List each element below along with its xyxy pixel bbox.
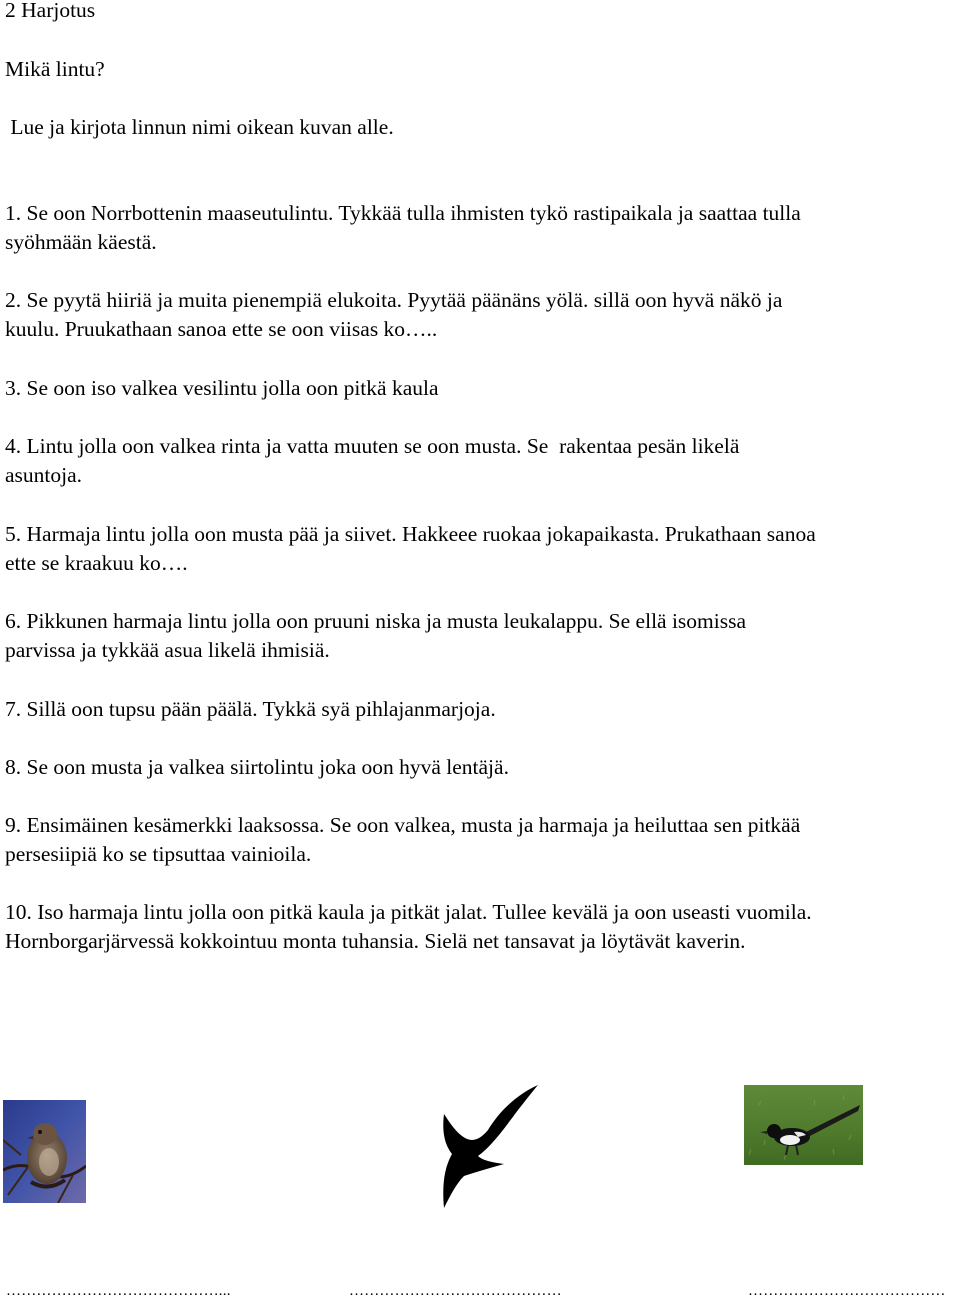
item-10-line-1: 10. Iso harmaja lintu jolla oon pitkä kaula ja pitkät jalat. Tullee kevälä ja oon useasti vuomila. bbox=[5, 900, 812, 924]
question-heading: Mikä lintu? bbox=[5, 57, 105, 81]
item-6-line-1: 6. Pikkunen harmaja lintu jolla oon pruuni niska ja musta leukalappu. Se ellä isomissa bbox=[5, 609, 747, 633]
instruction-text: Lue ja kirjota linnun nimi oikean kuvan alle. bbox=[5, 115, 394, 139]
item-1-line-1: 1. Se oon Norrbottenin maaseutulintu. Tykkää tulla ihmisten tykö rastipaikala ja saattaa tulla bbox=[5, 201, 801, 225]
item-1 bbox=[5, 199, 960, 257]
item-5-line-2: ette se kraakuu ko…. bbox=[5, 551, 188, 575]
answer-line-2[interactable]: …………………………………… bbox=[349, 1283, 562, 1299]
item-5 bbox=[5, 520, 960, 578]
item-4 bbox=[5, 432, 960, 490]
item-6 bbox=[5, 607, 960, 665]
item-1-line-2: syöhmään käestä. bbox=[5, 230, 157, 254]
item-2-line-1: 2. Se pyytä hiiriä ja muita pienempiä elukoita. Pyytää päänäns yölä. sillä oon hyvä näkö ja bbox=[5, 288, 783, 312]
item-3 bbox=[5, 374, 960, 403]
exercise-title: 2 Harjotus bbox=[5, 0, 96, 22]
item-2-line-2: kuulu. Pruukathaan sanoa ette se oon viisas ko….. bbox=[5, 317, 438, 341]
swift-silhouette bbox=[430, 1080, 545, 1215]
item-8-line-1: 8. Se oon musta ja valkea siirtolintu joka oon hyvä lentäjä. bbox=[5, 755, 509, 779]
sparrow-photo bbox=[3, 1100, 86, 1203]
item-9-line-2: persesiipiä ko se tipsuttaa vainioila. bbox=[5, 842, 312, 866]
item-4-line-2: asuntoja. bbox=[5, 463, 83, 487]
sparrow-image bbox=[3, 1100, 86, 1203]
item-5-line-1: 5. Harmaja lintu jolla oon musta pää ja siivet. Hakkeee ruokaa jokapaikasta. Prukathaan sanoa bbox=[5, 522, 816, 546]
item-10-line-2: Hornborgarjärvessä kokkointuu monta tuhansia. Sielä net tansavat ja löytävät kaverin. bbox=[5, 929, 746, 953]
item-9 bbox=[5, 811, 960, 869]
item-10 bbox=[5, 898, 960, 956]
answer-line-3[interactable]: ………………………………… bbox=[748, 1283, 946, 1299]
item-7-line-1: 7. Sillä oon tupsu pään päälä. Tykkä syä pihlajanmarjoja. bbox=[5, 697, 496, 721]
magpie-image bbox=[744, 1085, 863, 1165]
item-7 bbox=[5, 695, 960, 724]
item-9-line-1: 9. Ensimäinen kesämerkki laaksossa. Se oon valkea, musta ja harmaja ja heiluttaa sen pitkää bbox=[5, 813, 801, 837]
swift-image bbox=[430, 1080, 545, 1215]
item-8 bbox=[5, 753, 960, 782]
magpie-photo bbox=[744, 1085, 863, 1165]
item-4-line-1: 4. Lintu jolla oon valkea rinta ja vatta muuten se oon musta. Se rakentaa pesän likelä bbox=[5, 434, 740, 458]
answer-line-1[interactable]: ……………………………………... bbox=[6, 1283, 231, 1299]
item-6-line-2: parvissa ja tykkää asua likelä ihmisiä. bbox=[5, 638, 330, 662]
item-3-line-1: 3. Se oon iso valkea vesilintu jolla oon pitkä kaula bbox=[5, 376, 439, 400]
item-2 bbox=[5, 286, 960, 344]
